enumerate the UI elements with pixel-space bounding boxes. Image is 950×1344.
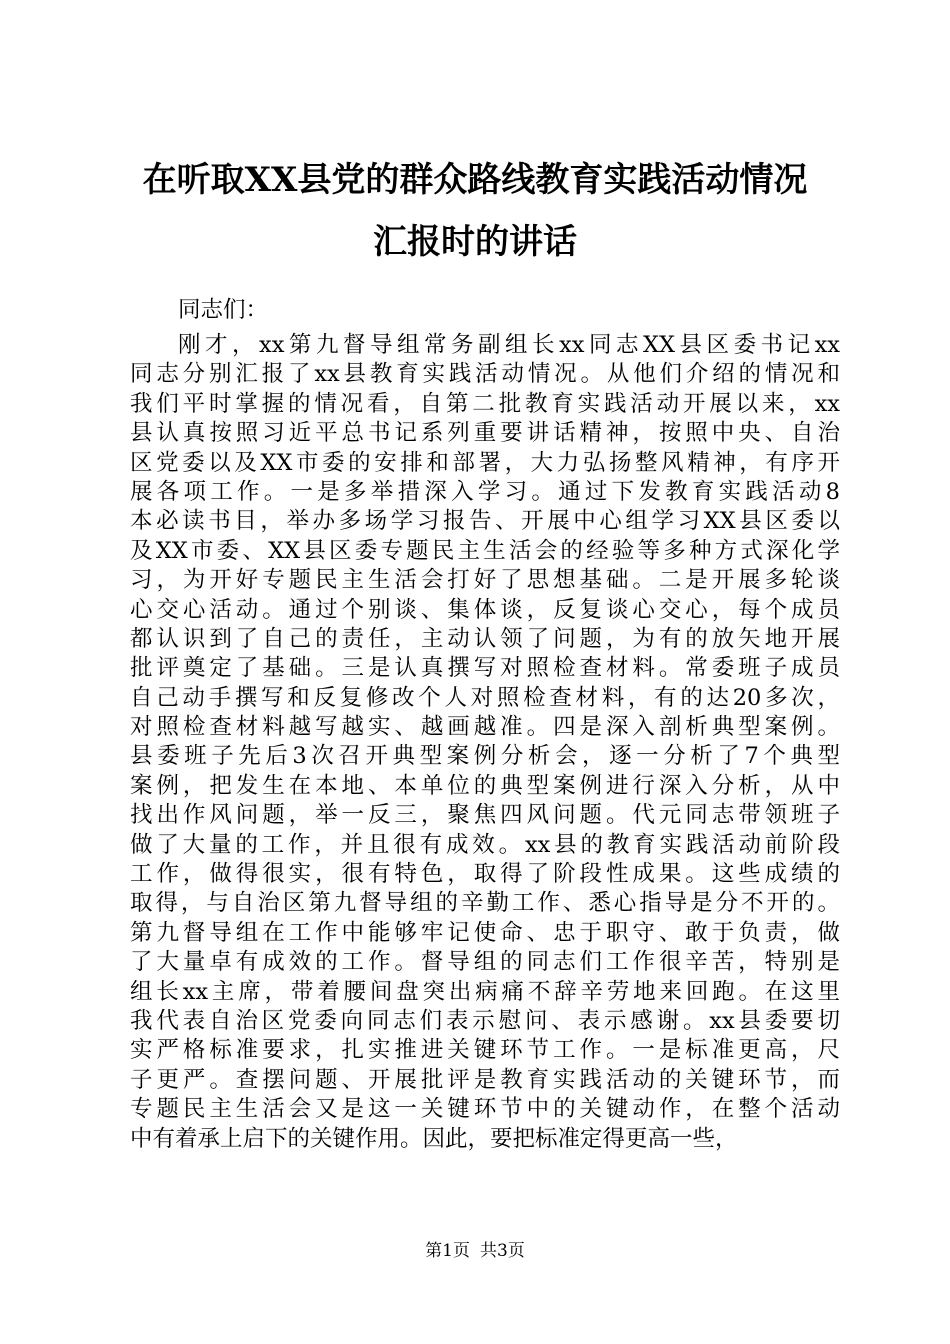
body-line: 实严格标准要求，扎实推进关键环节工作。一是标准更高，尺 <box>130 1037 840 1064</box>
body-line: 组长xx主席，带着腰间盘突出病痛不辞辛劳地来回跑。在这里 <box>130 978 840 1005</box>
body-line: 习，为开好专题民主生活会打好了思想基础。二是开展多轮谈 <box>130 567 840 594</box>
body-line: 对照检查材料越写越实、越画越准。四是深入剖析典型案例。 <box>130 714 840 741</box>
body-line: 案例，把发生在本地、本单位的典型案例进行深入分析，从中 <box>130 772 840 799</box>
page-footer <box>0 1241 950 1261</box>
body-line: 刚才，xx第九督导组常务副组长xx同志XX县区委书记xx <box>178 332 840 358</box>
body-line: 我代表自治区党委向同志们表示慰问、表示感谢。xx县委要切 <box>130 1007 840 1034</box>
body-line: 批评奠定了基础。三是认真撰写对照检查材料。常委班子成员 <box>130 655 840 682</box>
body-line: 及XX市委、XX县区委专题民主生活会的经验等多种方式深化学 <box>130 537 840 564</box>
body-line: 区党委以及XX市委的安排和部署，大力弘扬整风精神，有序开 <box>130 449 840 476</box>
body-line: 县委班子先后3次召开典型案例分析会，逐一分析了7个典型 <box>130 743 840 770</box>
body-line: 县认真按照习近平总书记系列重要讲话精神，按照中央、自治 <box>130 420 840 447</box>
document-title-line-2: 汇报时的讲话 <box>373 222 577 262</box>
body-line: 了大量卓有成效的工作。督导组的同志们工作很辛苦，特别是 <box>130 949 840 976</box>
body-line: 专题民主生活会又是这一关键环节中的关键动作，在整个活动 <box>130 1096 840 1123</box>
document-title-line-1: 在听取XX县党的群众路线教育实践活动情况 <box>142 160 808 200</box>
body-line: 同志分别汇报了xx县教育实践活动情况。从他们介绍的情况和 <box>130 361 840 388</box>
body-line: 做了大量的工作，并且很有成效。xx县的教育实践活动前阶段 <box>130 831 840 858</box>
greeting: 同志们： <box>178 297 269 323</box>
body-line: 本必读书目，举办多场学习报告、开展中心组学习XX县区委以 <box>130 508 840 535</box>
body-line: 取得，与自治区第九督导组的辛勤工作、悉心指导是分不开的。 <box>130 890 840 917</box>
body-paragraph <box>130 331 840 1154</box>
body-line: 心交心活动。通过个别谈、集体谈，反复谈心交心，每个成员 <box>130 596 840 623</box>
body-line: 第九督导组在工作中能够牢记使命、忠于职守、敢于负责，做 <box>130 919 840 946</box>
body-line: 展各项工作。一是多举措深入学习。通过下发教育实践活动8 <box>130 478 840 505</box>
page-number-total: 共3页 <box>480 1241 525 1261</box>
body-line: 子更严。查摆问题、开展批评是教育实践活动的关键环节，而 <box>130 1066 840 1093</box>
body-line: 都认识到了自己的责任，主动认领了问题，为有的放矢地开展 <box>130 625 840 652</box>
body-line: 找出作风问题，举一反三，聚焦四风问题。代元同志带领班子 <box>130 802 840 829</box>
body-line: 中有着承上启下的关键作用。因此，要把标准定得更高一些， <box>130 1125 738 1152</box>
page-number-current: 第1页 <box>425 1241 470 1261</box>
body-line: 我们平时掌握的情况看，自第二批教育实践活动开展以来，xx <box>130 390 840 417</box>
body-line: 自己动手撰写和反复修改个人对照检查材料，有的达20多次， <box>130 684 840 711</box>
body-line: 工作，做得很实，很有特色，取得了阶段性成果。这些成绩的 <box>130 861 840 888</box>
